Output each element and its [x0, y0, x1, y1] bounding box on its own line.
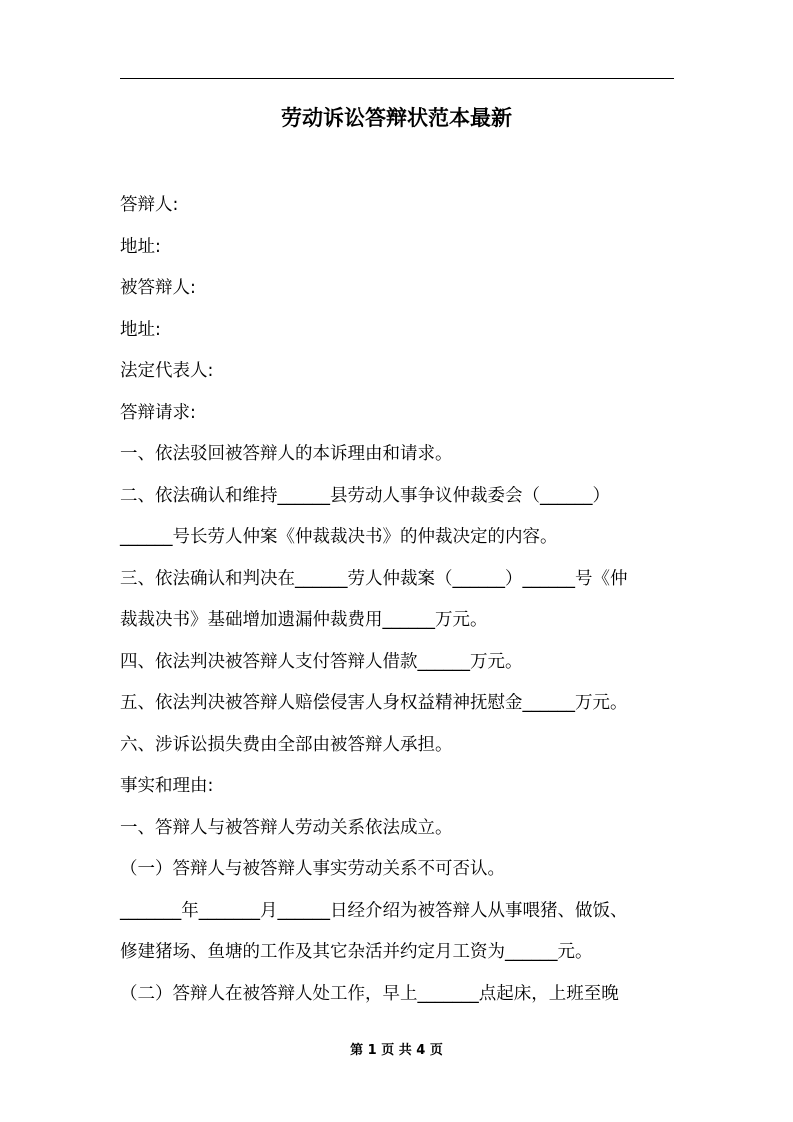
line-fact-1-1: （一）答辩人与被答辩人事实劳动关系不可否认。: [120, 859, 505, 879]
line-fact-1-2: （二）答辩人在被答辩人处工作，早上_______点起床，上班至晚: [120, 983, 619, 1004]
line-request-5: 五、依法判决被答辩人赔偿侵害人身权益精神抚慰金______万元。: [120, 693, 628, 713]
document-body: [120, 185, 680, 1015]
line-request-2b: ______号长劳人仲案《仲裁裁决书》的仲裁决定的内容。: [120, 527, 558, 547]
line-request-2a: 二、依法确认和维持______县劳动人事争议仲裁委会（______）: [120, 485, 610, 506]
line-respondent: 答辩人:: [120, 195, 179, 215]
line-fact-1: 一、答辩人与被答辩人劳动关系依法成立。: [120, 817, 453, 838]
line-request-3a: 三、依法确认和判决在______劳人仲裁案（______）______号《仲: [120, 568, 628, 589]
line-legal-representative: 法定代表人:: [120, 361, 214, 381]
line-claimant-address: 地址:: [120, 319, 161, 340]
line-request-3b: 裁裁决书》基础增加遗漏仲裁费用______万元。: [120, 610, 488, 630]
line-respondent-address: 地址:: [120, 236, 161, 257]
document-title: 劳动诉讼答辩状范本最新: [281, 106, 512, 130]
line-facts-heading: 事实和理由:: [120, 776, 214, 796]
line-fact-1-1-detail-b: 修建猪场、鱼塘的工作及其它杂活并约定月工资为______元。: [120, 942, 593, 962]
line-request-6: 六、涉诉讼损失费由全部由被答辩人承担。: [120, 734, 453, 755]
line-requests-heading: 答辩请求:: [120, 402, 196, 423]
page-indicator: 第 1 页 共 4 页: [350, 1043, 443, 1058]
line-claimant: 被答辩人:: [120, 278, 196, 298]
line-request-4: 四、依法判决被答辩人支付答辩人借款______万元。: [120, 651, 523, 672]
header-rule: [120, 78, 674, 79]
line-request-1: 一、依法驳回被答辩人的本诉理由和请求。: [120, 444, 453, 464]
line-fact-1-1-detail-a: _______年_______月______日经介绍为被答辩人从事喂猪、做饭、: [120, 900, 628, 921]
